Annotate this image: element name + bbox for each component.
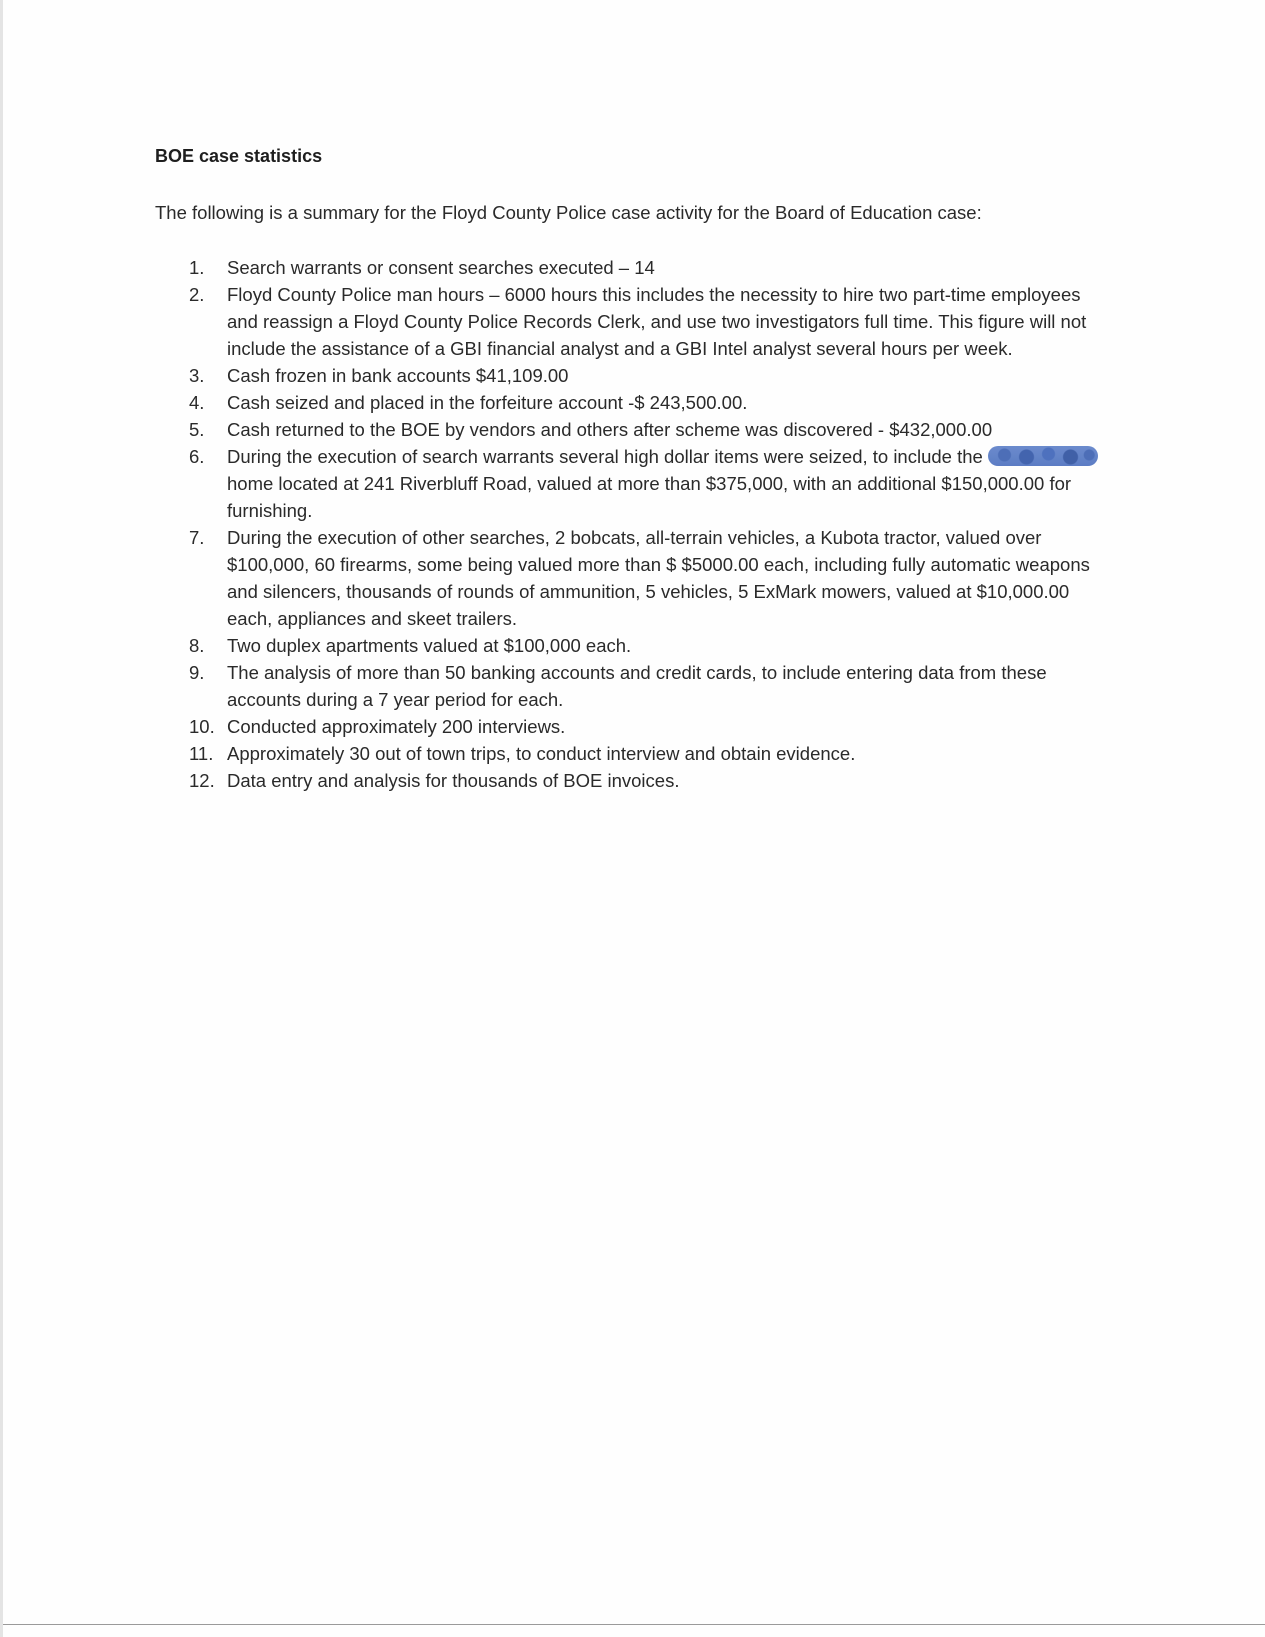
item-number: 3. — [189, 365, 205, 386]
list-item — [189, 767, 1109, 794]
intro-paragraph: The following is a summary for the Floyd County Police case activity for the Board of Education case: — [155, 202, 982, 223]
item-text-after-redaction: home located at 241 Riverbluff Road, valued at more than $375,000, with an additional $150,000.00 for furnishing. — [227, 473, 1072, 521]
item-text: Approximately 30 out of town trips, to conduct interview and obtain evidence. — [227, 743, 856, 764]
item-text: The analysis of more than 50 banking accounts and credit cards, to include entering data from these accounts during a 7 year period for each. — [227, 662, 1047, 710]
item-number: 10. — [189, 716, 215, 737]
item-text: Floyd County Police man hours – 6000 hours this includes the necessity to hire two part-time employees and reassign a Floyd County Police Records Clerk, and use two investigators full time. This figure will not include the assistance of a GBI financial analyst and a GBI Intel analyst several hours per week. — [227, 284, 1087, 359]
item-number: 6. — [189, 446, 205, 467]
item-number: 8. — [189, 635, 205, 656]
list-item — [189, 281, 1109, 362]
item-text: Data entry and analysis for thousands of BOE invoices. — [227, 770, 680, 791]
list-item — [189, 659, 1109, 713]
list-item — [189, 443, 1109, 524]
list-item — [189, 416, 1109, 443]
item-text: Conducted approximately 200 interviews. — [227, 716, 566, 737]
item-text — [227, 443, 1109, 524]
redaction-mark — [988, 446, 1098, 466]
list-item — [189, 389, 1109, 416]
item-number: 7. — [189, 527, 205, 548]
item-text-before-redaction: During the execution of search warrants several high dollar items were seized, to include the — [227, 446, 983, 467]
item-text: Search warrants or consent searches executed – 14 — [227, 257, 655, 278]
item-number: 1. — [189, 257, 205, 278]
list-item — [189, 524, 1109, 632]
item-number: 9. — [189, 662, 205, 683]
statistics-list — [189, 254, 1109, 794]
item-number: 2. — [189, 284, 205, 305]
item-number: 12. — [189, 770, 215, 791]
item-number: 4. — [189, 392, 205, 413]
list-item — [189, 632, 1109, 659]
list-item — [189, 362, 1109, 389]
scan-bottom-edge — [3, 1624, 1265, 1625]
list-item — [189, 713, 1109, 740]
item-text: Cash frozen in bank accounts $41,109.00 — [227, 365, 569, 386]
item-number: 11. — [189, 743, 214, 764]
item-number: 5. — [189, 419, 205, 440]
list-item — [189, 740, 1109, 767]
list-item — [189, 254, 1109, 281]
item-text: During the execution of other searches, 2 bobcats, all-terrain vehicles, a Kubota tractor, valued over $100,000, 60 firearms, some being valued more than $ $5000.00 each, including fully automatic weapons and silencers, thousands of rounds of ammunition, 5 vehicles, 5 ExMark mowers, valued at $10,000.00 each, appliances and skeet trailers. — [227, 527, 1090, 629]
document-title: BOE case statistics — [155, 146, 323, 166]
item-text: Cash returned to the BOE by vendors and others after scheme was discovered - $432,000.00 — [227, 419, 993, 440]
item-text: Cash seized and placed in the forfeiture account -$ 243,500.00. — [227, 392, 748, 413]
item-text: Two duplex apartments valued at $100,000 each. — [227, 635, 632, 656]
